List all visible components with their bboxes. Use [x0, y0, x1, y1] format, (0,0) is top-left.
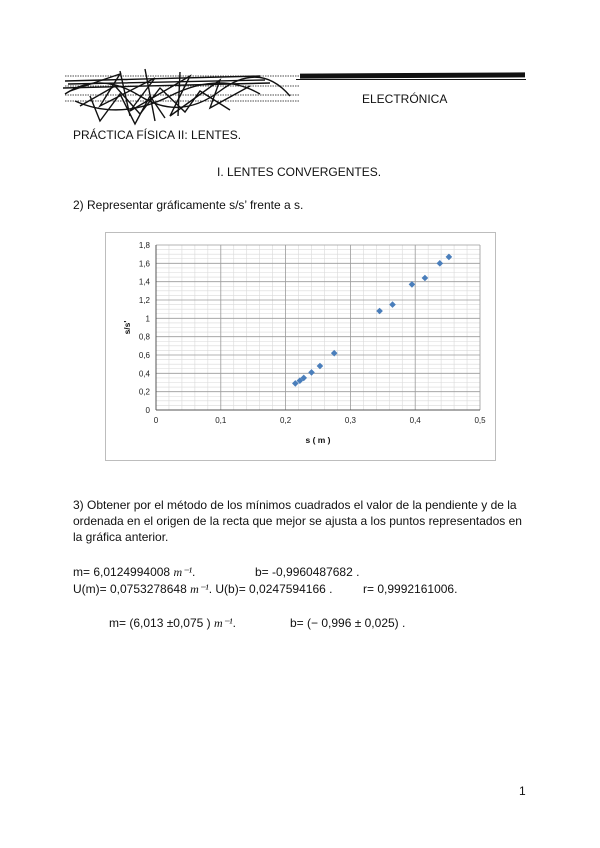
y-tick-label: 1: [145, 314, 150, 324]
x-tick-label: 0,2: [280, 416, 292, 425]
x-tick-label: 0,4: [409, 416, 421, 425]
x-tick-label: 0,5: [474, 416, 486, 425]
y-tick-label: 1,2: [138, 296, 150, 305]
y-tick-label: 0: [145, 406, 150, 415]
redaction-bar-thin: [296, 79, 526, 80]
slope-uncertainty-unit: m⁻¹: [190, 582, 209, 596]
data-point: [317, 363, 324, 370]
result-uncertainties: [73, 582, 332, 597]
y-tick-label: 1,6: [138, 259, 150, 269]
slope-uncertainty: U(m)= 0,0753278648: [73, 582, 187, 596]
data-point: [389, 301, 396, 308]
page-number: 1: [519, 784, 526, 798]
header-course: ELECTRÓNICA: [362, 92, 448, 106]
document-title: PRÁCTICA FÍSICA II: LENTES.: [73, 128, 242, 142]
final-slope: m= (6,013 ±0,075 ): [109, 616, 211, 630]
data-point: [437, 260, 444, 267]
question-2: 2) Representar gráficamente s/s’ frente a s.: [73, 198, 304, 212]
y-tick-label: 0,6: [138, 351, 150, 360]
slope-value: m= 6,0124994008: [73, 565, 171, 579]
data-point: [308, 369, 315, 376]
intercept-uncertainty: . U(b)= 0,0247594166 .: [208, 582, 333, 596]
redaction-scribble: [60, 66, 310, 126]
question-3-line-2: ordenada en el origen de la recta que mejor se ajusta a los puntos representados en: [73, 514, 522, 528]
data-point: [422, 275, 429, 282]
x-axis-label: s ( m ): [305, 435, 331, 445]
y-axis-label: s/s': [122, 320, 132, 335]
chart-frame: [105, 232, 496, 461]
x-tick-label: 0,3: [344, 416, 356, 425]
redaction-bar: [300, 72, 525, 78]
final-slope-end: .: [232, 616, 236, 630]
result-r: r= 0,9992161006.: [363, 582, 458, 596]
question-3-line-1: 3) Obtener por el método de los mínimos cuadrados el valor de la pendiente y de la: [73, 498, 517, 512]
section-heading: I. LENTES CONVERGENTES.: [217, 165, 382, 179]
data-point: [376, 308, 383, 315]
x-tick-label: 0,1: [215, 416, 227, 425]
result-b: b= -0,9960487682 .: [255, 565, 360, 579]
y-tick-label: 1,8: [138, 241, 150, 250]
final-b: b= (− 0,996 ± 0,025) .: [290, 616, 406, 630]
y-tick-label: 0,8: [138, 332, 150, 342]
question-3-line-3: la gráfica anterior.: [73, 530, 169, 544]
x-tick-label: 0: [153, 416, 159, 425]
y-tick-label: 0,2: [138, 387, 150, 397]
scatter-chart: [106, 233, 495, 460]
data-point: [446, 254, 453, 261]
slope-end: .: [192, 565, 196, 579]
result-m: [73, 565, 195, 580]
final-m: [109, 616, 236, 631]
y-tick-label: 0,4: [138, 369, 150, 379]
data-point: [409, 281, 416, 288]
slope-unit: m⁻¹: [173, 565, 193, 579]
data-point: [331, 350, 338, 357]
y-tick-label: 1,4: [138, 277, 150, 287]
final-slope-unit: m⁻¹: [214, 616, 233, 630]
